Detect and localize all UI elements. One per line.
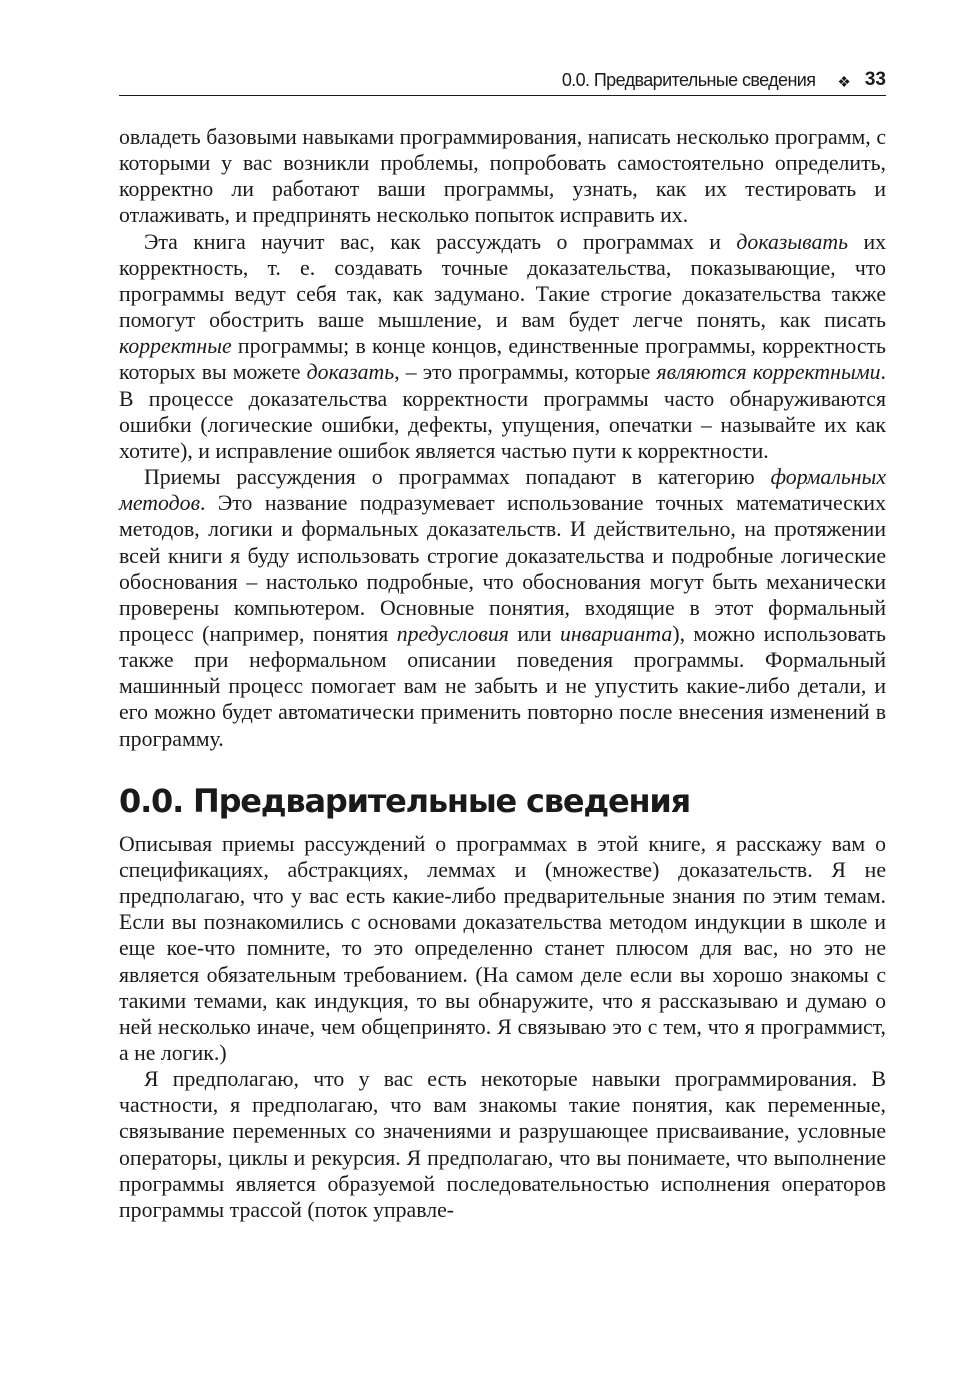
text-run: их корректность, т. е. создавать точные доказательства, показывающие, что программы ведут себя так, как задумано. Такие строгие доказательства также помогут обострить ваше мышление, и вам будет легче понять, как писать [119, 229, 887, 333]
emphasis: доказать [306, 360, 395, 385]
text-run: Приемы рассуждения о программах попадают в категорию [144, 465, 771, 490]
paragraph [119, 464, 886, 752]
text-run: овладеть базовыми навыками программирования, написать несколько программ, с которыми у вас возникли проблемы, попробовать самостоятельно определить, корректно ли работают ваши программы, узнать, как их тестировать и отлаживать, и предпринять несколько попыток исправить их. [119, 125, 886, 228]
paragraph [119, 831, 886, 1066]
emphasis: предусловия [396, 621, 509, 646]
paragraph-continued [119, 124, 886, 229]
emphasis: являются корректными [656, 360, 881, 385]
emphasis: формальных методов [119, 465, 886, 516]
diamond-ornament-icon: ❖ [837, 74, 851, 91]
text-run: ), можно использовать также при неформальном описании поведения программы. Формальный машинный процесс помогает вам не забыть и не упустить какие-либо детали, и его можно будет автоматически применить повторно после внесения изменений в программу. [119, 621, 887, 751]
text-run: программы; в конце концов, единственные программы, корректность которых вы можете [119, 334, 886, 385]
text-run: . Это название подразумевает использование точных математических методов, логики и формальных доказательств. И действительно, на протяжении всей книги я буду использовать строгие доказательства и подробные логические обоснования – настолько подробные, что обоснования могут быть механически проверены компьютером. Основные понятия, входящие в этот формальный процесс (например, понятия [119, 491, 886, 646]
text-run: Эта книга научит вас, как рассуждать о программах и [144, 229, 737, 254]
text-run: или [508, 621, 560, 646]
running-header-title: 0.0. Предварительные сведения [561, 70, 816, 90]
emphasis: корректные [119, 334, 232, 359]
emphasis: инварианта [559, 621, 673, 646]
running-header [119, 66, 886, 96]
emphasis: доказывать [736, 229, 849, 254]
section-heading: 0.0. Предварительные сведения [119, 781, 690, 820]
text-run: . В процессе доказательства корректности программы часто обнаруживаются ошибки (логические ошибки, дефекты, упущения, опечатки – называйте их как хотите), и исправление ошибок является частью пути к корректности. [119, 360, 886, 463]
paragraph [119, 1066, 886, 1223]
page-number: 33 [864, 69, 886, 90]
text-run: Описывая приемы рассуждений о программах в этой книге, я расскажу вам о спецификациях, абстракциях, леммах и (множестве) доказательств. Я не предполагаю, что у вас есть какие-либо предварительные знания по этим темам. Если вы познакомились с основами доказательства методом индукции в школе и еще кое-что помните, то это определенно станет плюсом для вас, но это не является обязательным требованием. (На самом деле если вы хорошо знакомы с такими темами, как индукция, то вы обнаружите, что я рассказываю и думаю о ней несколько иначе, чем общепринято. Я связываю это с тем, что я программист, а не логик.) [119, 831, 886, 1065]
paragraph [119, 229, 886, 464]
page-body [119, 124, 886, 1223]
text-run: Я предполагаю, что у вас есть некоторые навыки программирования. В частности, я предполагаю, что вам знакомы такие понятия, как переменные, связывание переменных со значениями и разрушающее присваивание, условные операторы, циклы и рекурсия. Я предполагаю, что вы понимаете, что выполнение программы является образуемой последовательностью исполнения операторов программы трассой (поток управле- [119, 1067, 886, 1222]
text-run: , – это программы, которые [394, 360, 657, 385]
